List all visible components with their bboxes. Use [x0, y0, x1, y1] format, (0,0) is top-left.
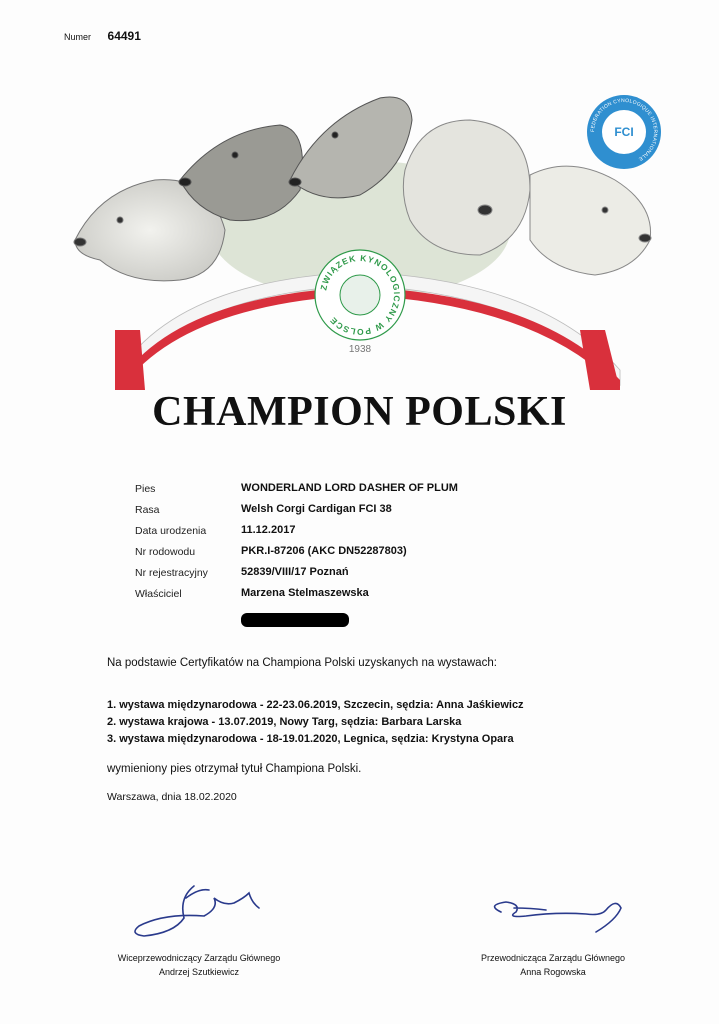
field-label: Data urodzenia — [135, 525, 207, 537]
field-row-registration — [135, 566, 458, 587]
fci-logo — [586, 94, 662, 170]
field-row-dog — [135, 482, 458, 503]
field-label: Nr rejestracyjny — [135, 567, 208, 579]
fci-ring-text: FEDERATION CYNOLOGIQUE INTERNATIONALE — [589, 97, 659, 162]
redacted-address — [241, 613, 349, 627]
show-item: 2. wystawa krajowa - 13.07.2019, Nowy Targ, sędzia: Barbara Larska — [107, 716, 462, 728]
ribbon-red-right-tail — [580, 330, 620, 390]
zkwp-ring-text: ZWIĄZEK KYNOLOGICZNY W POLSCE — [318, 252, 403, 338]
dog-head-right — [530, 166, 651, 275]
field-row-owner — [135, 587, 458, 608]
field-label: Nr rodowodu — [135, 546, 196, 558]
number-label: Numer — [64, 32, 92, 42]
zkwp-seal — [315, 250, 405, 340]
dog-details — [135, 482, 458, 608]
closing-text: wymieniony pies otrzymał tytuł Championa Polski. — [107, 763, 362, 775]
field-value: 52839/VIII/17 Poznań — [241, 566, 349, 578]
show-item: 3. wystawa międzynarodowa - 18-19.01.2020, Legnica, sędzia: Krystyna Opara — [107, 733, 514, 745]
signatory-right — [468, 951, 638, 979]
field-value: 11.12.2017 — [241, 524, 296, 536]
field-label: Rasa — [135, 504, 160, 516]
dogs-illustration — [60, 80, 660, 400]
place-date: Warszawa, dnia 18.02.2020 — [107, 791, 237, 803]
certificate-title: CHAMPION POLSKI — [152, 389, 567, 435]
signature-right — [476, 890, 636, 940]
certificate-number — [64, 29, 141, 43]
dog-head-sheepdog — [403, 120, 530, 255]
show-item: 1. wystawa międzynarodowa - 22-23.06.2019, Szczecin, sędzia: Anna Jaśkiewicz — [107, 699, 524, 711]
zkwp-year: 1938 — [348, 344, 372, 355]
signatory-name: Anna Rogowska — [520, 967, 586, 977]
field-value: Marzena Stelmaszewska — [241, 587, 369, 599]
signatory-name: Andrzej Szutkiewicz — [158, 967, 240, 977]
show-list — [107, 697, 524, 748]
field-row-birth-date — [135, 524, 458, 545]
signatory-role: Wiceprzewodniczący Zarządu Głównego — [117, 953, 281, 963]
field-row-pedigree — [135, 545, 458, 566]
signatory-role: Przewodnicząca Zarządu Głównego — [480, 953, 626, 963]
field-row-breed — [135, 503, 458, 524]
signatory-left — [104, 951, 294, 979]
field-value: PKR.I-87206 (AKC DN52287803) — [241, 545, 407, 557]
field-value: WONDERLAND LORD DASHER OF PLUM — [241, 482, 458, 494]
intro-text: Na podstawie Certyfikatów na Championa Polski uzyskanych na wystawach: — [107, 657, 497, 669]
number-value: 64491 — [107, 29, 141, 43]
field-value: Welsh Corgi Cardigan FCI 38 — [241, 503, 392, 515]
ribbon-red-left-tail — [115, 330, 145, 390]
fci-text: FCI — [614, 125, 634, 139]
field-label: Pies — [135, 483, 156, 495]
signature-left — [124, 878, 264, 944]
field-label: Właściciel — [135, 588, 182, 600]
